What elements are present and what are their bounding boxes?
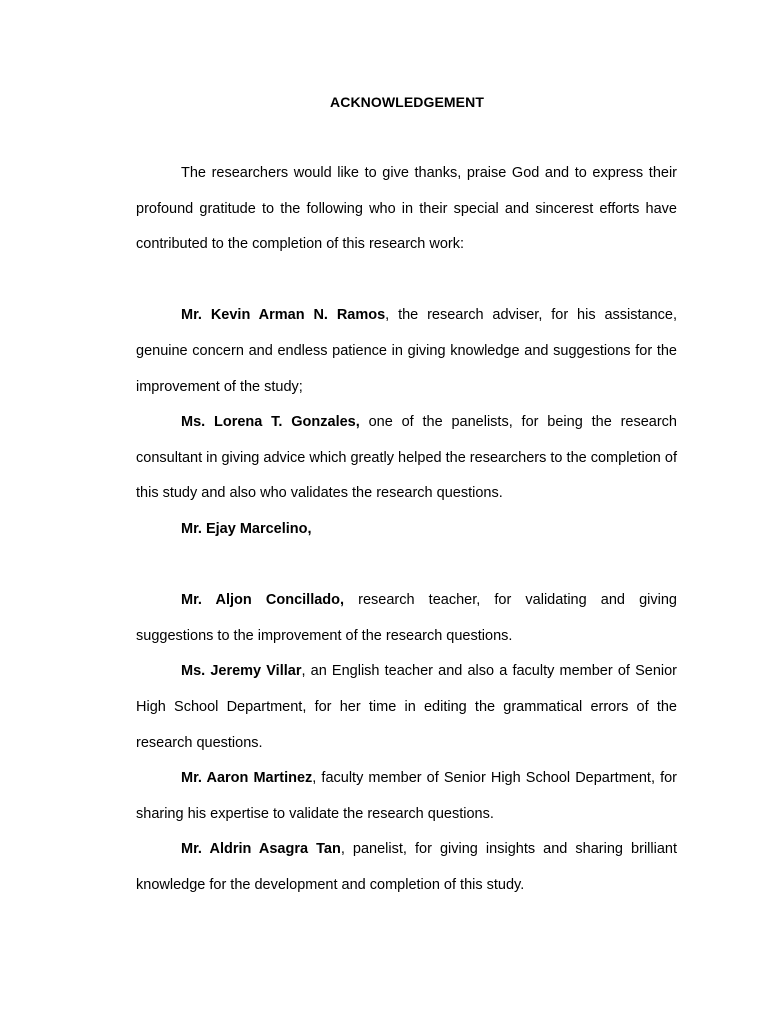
entry-text: , an English teacher and also a faculty member of Senior High School Department, for her time in editing the grammatical errors of the research questions. xyxy=(136,663,677,751)
person-name: Ms. Jeremy Villar xyxy=(181,663,302,680)
acknowledgement-entry xyxy=(136,832,677,903)
paragraph-gap xyxy=(136,548,677,584)
person-name: Ms. Lorena T. Gonzales, xyxy=(181,414,360,431)
page-title: ACKNOWLEDGEMENT xyxy=(330,94,484,110)
acknowledgement-entry xyxy=(136,298,677,405)
person-name: Mr. Aaron Martinez xyxy=(181,770,313,787)
acknowledgement-entry xyxy=(136,654,677,761)
document-body xyxy=(136,156,677,903)
paragraph-gap xyxy=(136,263,677,299)
person-name: Mr. Ejay Marcelino, xyxy=(181,520,312,537)
entry-text: , panelist, for giving insights and sharing brilliant knowledge for the development and completion of this study. xyxy=(136,841,677,893)
acknowledgement-entry xyxy=(136,583,677,654)
intro-paragraph: The researchers would like to give thanks, praise God and to express their profound gratitude to the following who in their special and sincerest efforts have contributed to the completion of this research work: xyxy=(136,165,677,253)
person-name: Mr. Aldrin Asagra Tan xyxy=(181,841,341,858)
acknowledgement-entry xyxy=(136,405,677,512)
person-name: Mr. Kevin Arman N. Ramos xyxy=(181,307,386,324)
entry-text: , faculty member of Senior High School Department, for sharing his expertise to validate the research questions. xyxy=(136,770,677,822)
entry-text: , the research adviser, for his assistance, genuine concern and endless patience in giving knowledge and suggestions for the improvement of the study; xyxy=(136,307,677,395)
person-name: Mr. Aljon Concillado, xyxy=(181,592,345,609)
acknowledgement-entry xyxy=(136,512,677,548)
entry-text: research teacher, for validating and giving suggestions to the improvement of the research questions. xyxy=(136,592,677,644)
entry-text: one of the panelists, for being the research consultant in giving advice which greatly helped the researchers to the completion of this study and also who validates the research questions. xyxy=(136,414,677,502)
acknowledgement-entry xyxy=(136,761,677,832)
